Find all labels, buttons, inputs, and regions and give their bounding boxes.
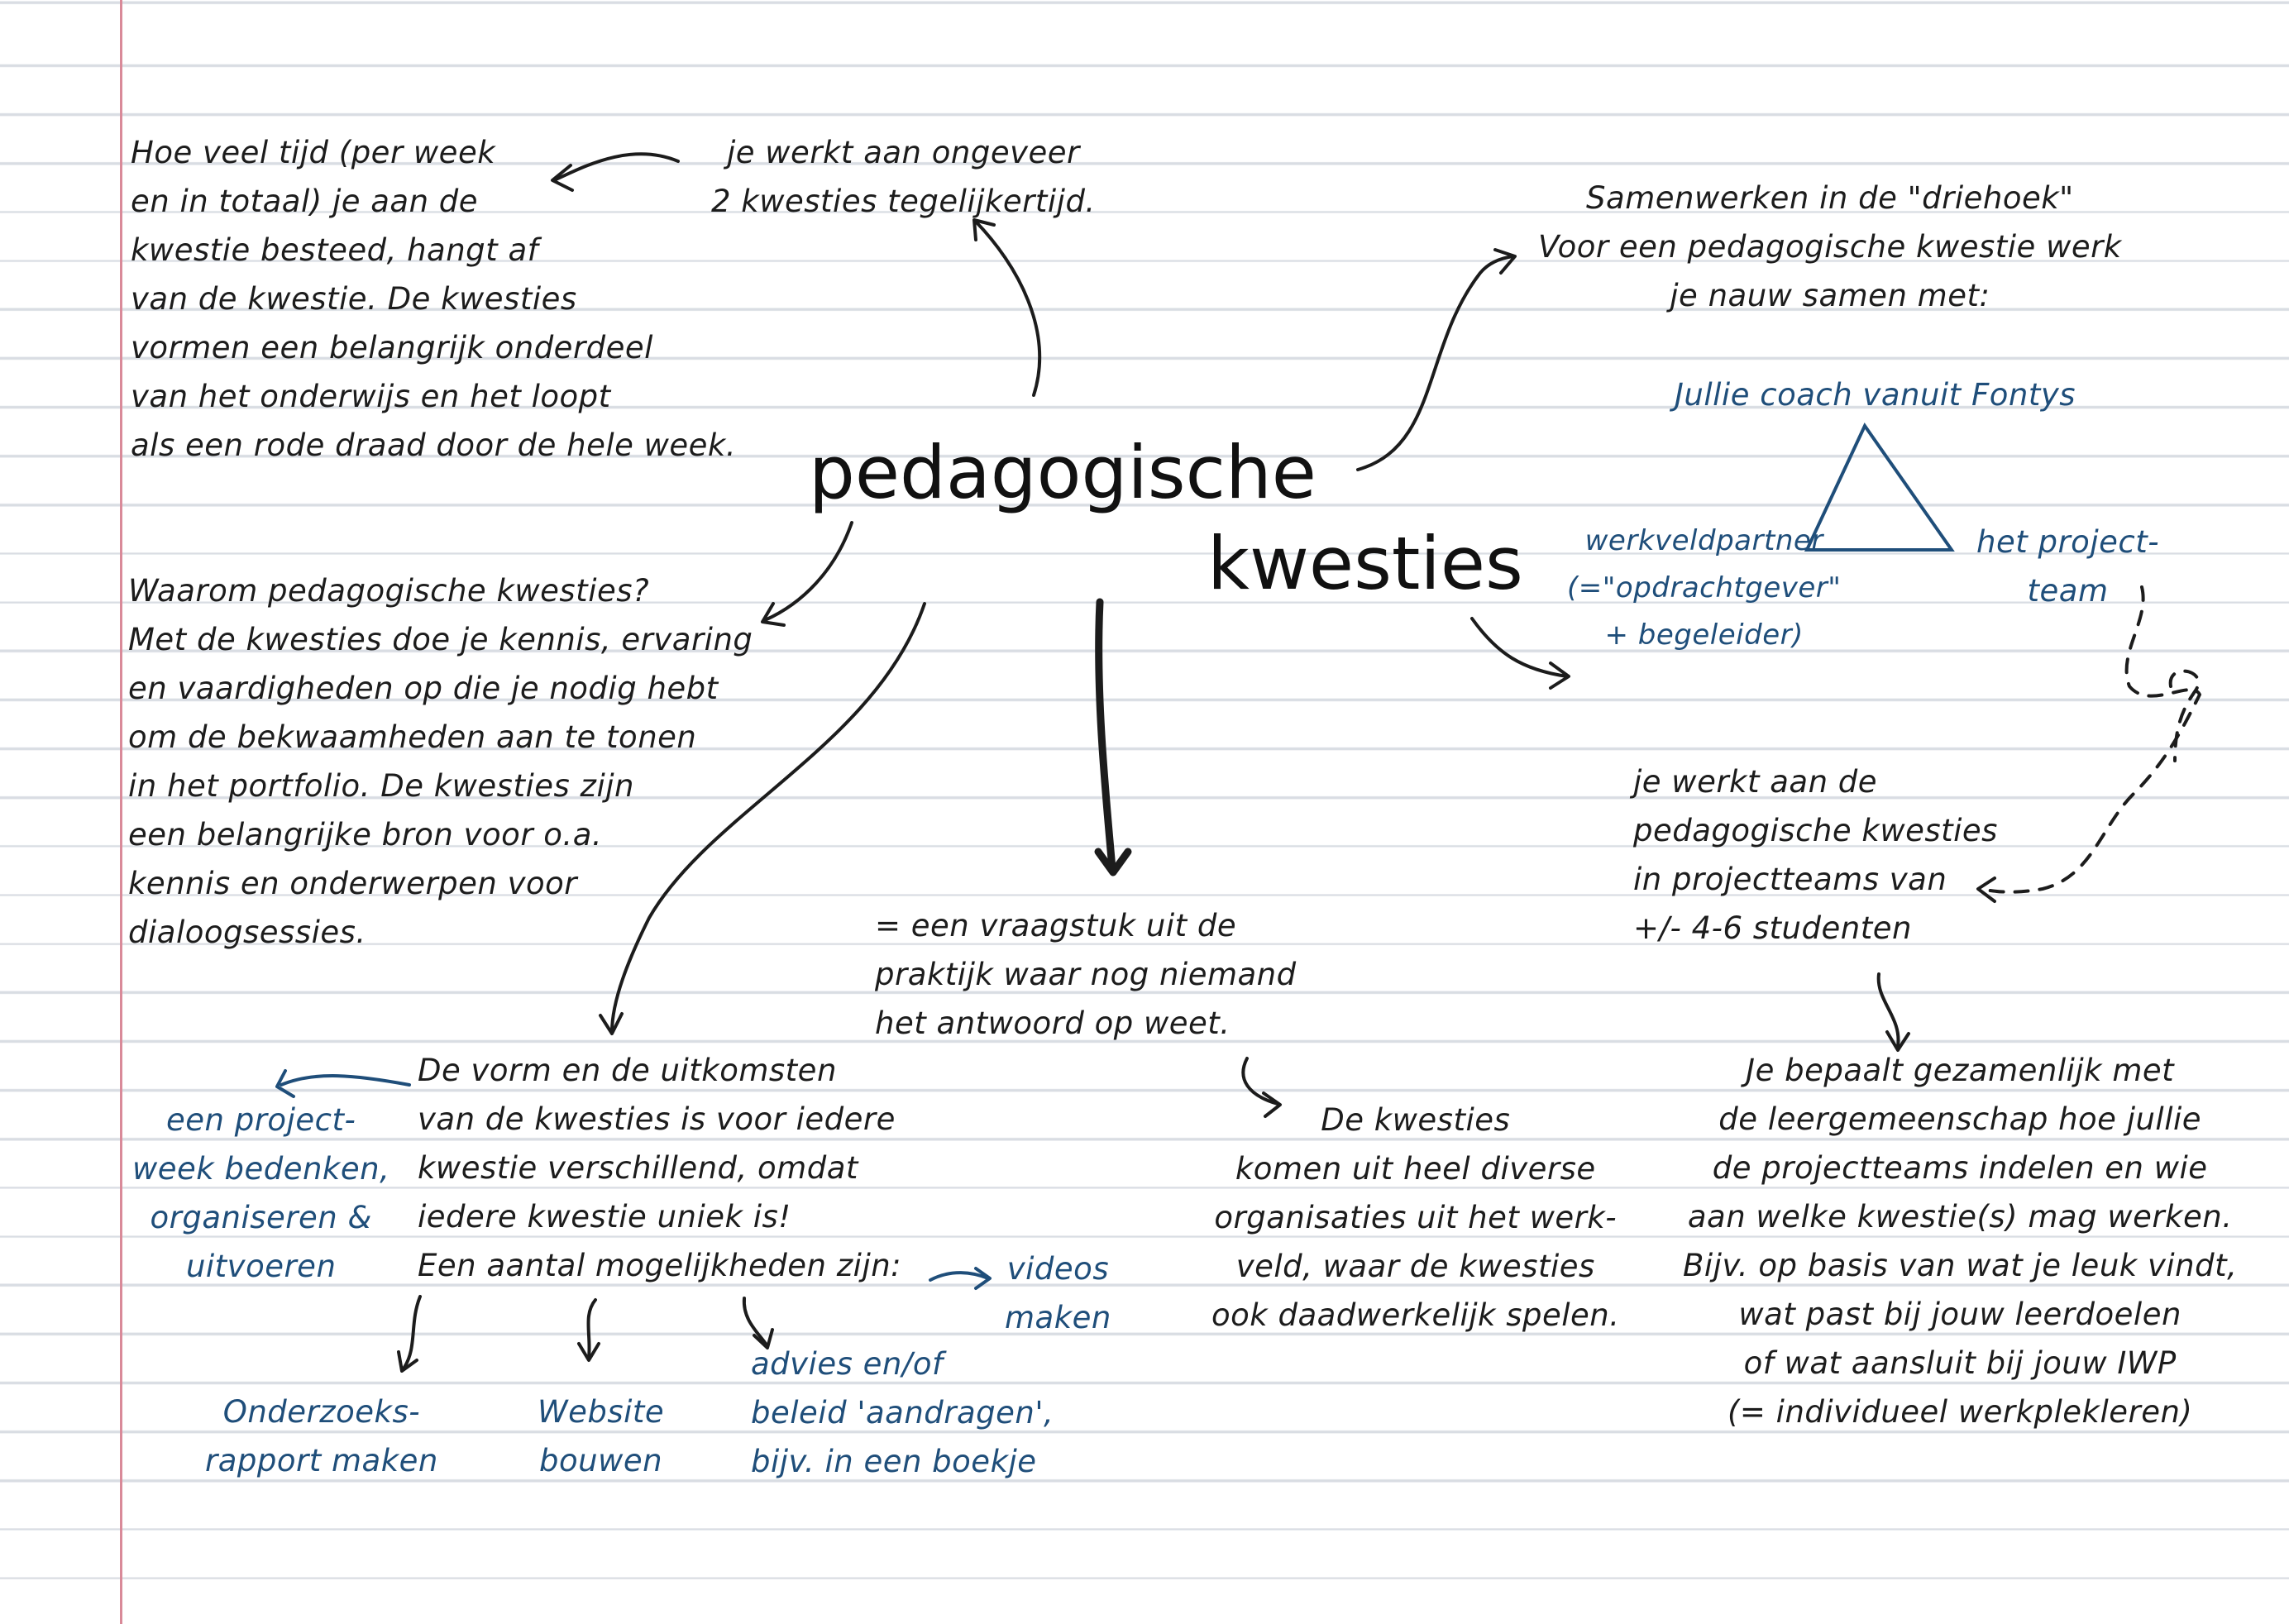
triangle-partner: werkveldpartner (="opdrachtgever" + begeleider): [1567, 524, 1842, 652]
arrowhead-videos: [976, 1268, 990, 1288]
arrow-to-projectteams: [1472, 619, 1567, 676]
title-line1: pedagogische: [809, 430, 1317, 515]
arrow-team-to-projectteams: [1981, 587, 2200, 892]
note-driehoek: Samenwerken in de "driehoek" Voor een pedagogische kwestie werk je nauw samen met:: [1538, 180, 2122, 313]
arrow-to-waarom: [765, 523, 852, 620]
triangle-team: het project- team: [1976, 524, 2160, 609]
note-definitie: = een vraagstuk uit de praktijk waar nog niemand het antwoord op weet.: [875, 908, 1297, 1041]
arrow-to-tegelijk: [976, 222, 1039, 395]
arrow-to-onderzoek: [404, 1297, 420, 1368]
option-website: Website bouwen: [538, 1394, 665, 1478]
arrow-to-videos: [930, 1273, 988, 1280]
note-vorm: De vorm en de uitkomsten van de kwesties is voor iedere kwestie verschillend, omdat iedere kwestie uniek is! Een aantal mogelijkheden zijn:: [418, 1053, 902, 1283]
note-projectteams: je werkt aan de pedagogische kwesties in projectteams van +/- 4-6 studenten: [1633, 764, 1998, 946]
option-advies: advies en/of beleid 'aandragen', bijv. in een boekje: [751, 1346, 1054, 1479]
title-line2: kwesties: [1207, 521, 1523, 606]
note-waarom: Waarom pedagogische kwesties? Met de kwesties doe je kennis, ervaring en vaardigheden op die je nodig hebt om de bekwaamheden aan te tonen in het portfolio. De kwesties zijn een belangrijke bron voor o.a. kennis en onderwerpen voor dialoogsessies.: [128, 573, 753, 950]
option-projectweek: een project- week bedenken, organiseren & uitvoeren: [132, 1102, 390, 1284]
arrow-to-driehoek: [1358, 256, 1513, 470]
note-indelen: Je bepaalt gezamenlijk met de leergemeenschap hoe jullie de projectteams indelen en wie aan welke kwestie(s) mag werken. Bijv. op basis van wat je leuk vindt, wat past bij jouw leerdoelen of wat aansluit bij jouw IWP (= individueel werkplekleren): [1683, 1053, 2238, 1430]
option-videos: videos maken: [1005, 1251, 1111, 1335]
arrow-to-projectweek: [281, 1076, 409, 1085]
option-onderzoek: Onderzoeks- rapport maken: [205, 1394, 438, 1478]
note-tegelijk: je werkt aan ongeveer 2 kwesties tegelijkertijd.: [711, 135, 1096, 219]
note-herkomst: De kwesties komen uit heel diverse organisaties uit het werk- veld, waar de kwesties ook daadwerkelijk spelen.: [1211, 1102, 1620, 1333]
note-tijd: Hoe veel tijd (per week en in totaal) je aan de kwestie besteed, hangt af van de kwestie. De kwesties vormen een belangrijk onderdeel van het onderwijs en het loopt als een rode draad door de hele week.: [131, 135, 737, 463]
arrow-to-definitie: [1099, 602, 1112, 868]
triangle-coach: Jullie coach vanuit Fontys: [1675, 377, 2076, 413]
arrow-team-loop: [2171, 671, 2199, 761]
